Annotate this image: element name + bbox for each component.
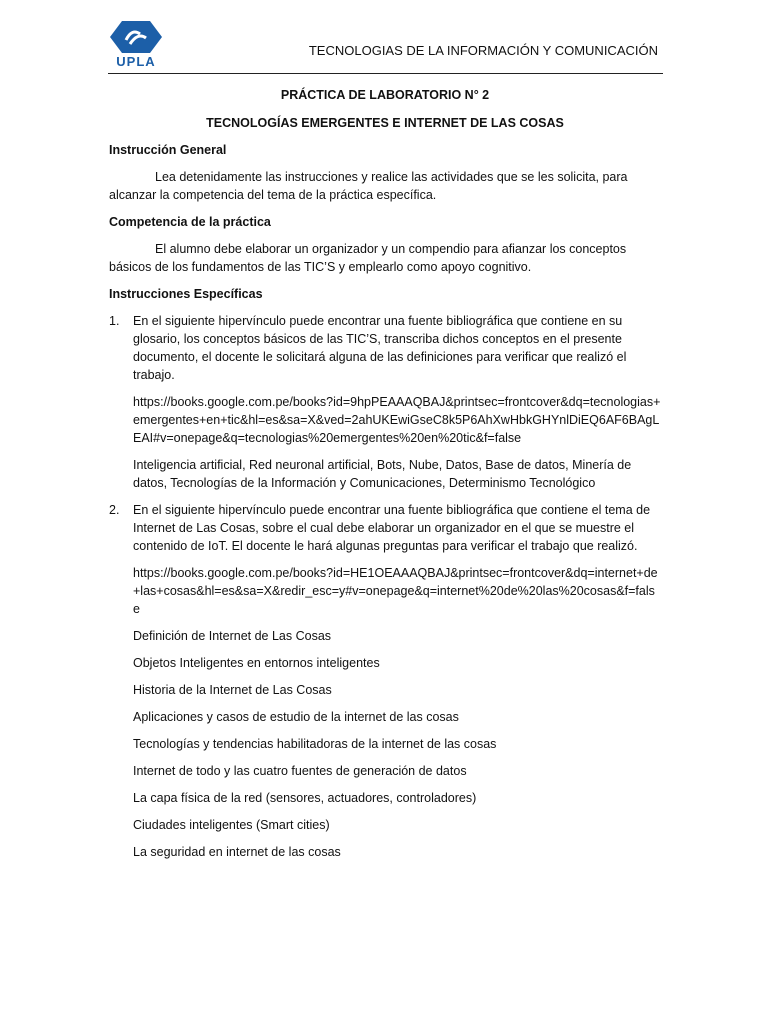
item-number: 1.: [109, 314, 120, 328]
book-link[interactable]: https://books.google.com.pe/books?id=HE1OEAAAQBAJ&printsec=frontcover&dq=internet+de+las+cosas&hl=es&sa=X&redir_esc=y#v=onepage&q=internet%20de%20las%20cosas&f=false: [133, 566, 658, 616]
doc-title: PRÁCTICA DE LABORATORIO N° 2: [280, 88, 490, 102]
upla-logo: [108, 20, 168, 72]
upla-logo-icon: [108, 20, 164, 54]
instructions-list: [109, 312, 661, 861]
item-text: En el siguiente hipervínculo puede encontrar una fuente bibliográfica que contiene el tema de Internet de Las Cosas, sobre el cual debe elaborar un organizador en el que se muestre el contenido de IoT. El docente le hará algunas preguntas para verificar el trabajo que realizó.: [133, 503, 651, 553]
header-divider: [108, 73, 663, 74]
book-link[interactable]: https://books.google.com.pe/books?id=9hpPEAAAQBAJ&printsec=frontcover&dq=tecnologias+emergentes+en+tic&hl=es&sa=X&ved=2ahUKEwiGseC8k5P6AhXwHbkGHYnlDiEQ6AF6BAgLEAI#v=onepage&q=tecnologias%20emergentes%20en%20tic&f=false: [133, 395, 661, 445]
logo-text: UPLA: [116, 54, 156, 69]
instruccion-general-text: Lea detenidamente las instrucciones y realice las actividades que se les solicita, para alcanzar la competencia del tema de la práctica específica.: [109, 170, 628, 202]
page-header: [0, 0, 768, 80]
section-heading-especificas: Instrucciones Específicas: [109, 287, 263, 301]
list-item: [109, 312, 661, 492]
subtopic: Tecnologías y tendencias habilitadoras de la internet de las cosas: [133, 737, 497, 751]
subtopic: Aplicaciones y casos de estudio de la internet de las cosas: [133, 710, 459, 724]
competencia-text: El alumno debe elaborar un organizador y un compendio para afianzar los conceptos básicos de los fundamentos de las TIC’S y emplearlo como apoyo cognitivo.: [109, 242, 627, 274]
topics-list: Inteligencia artificial, Red neuronal artificial, Bots, Nube, Datos, Base de datos, Minería de datos, Tecnologías de la Información y Comunicaciones, Determinismo Tecnológico: [133, 458, 632, 490]
header-title: TECNOLOGIAS DE LA INFORMACIÓN Y COMUNICACIÓN: [308, 43, 658, 58]
item-text: En el siguiente hipervínculo puede encontrar una fuente bibliográfica que contiene en su glosario, los conceptos básicos de las TIC’S, transcriba dichos conceptos en el presente documento, el docente le solicitará alguna de las definiciones para verificar que realizó el trabajo.: [133, 314, 627, 382]
subtopic: Ciudades inteligentes (Smart cities): [133, 818, 330, 832]
section-heading-instruccion-general: Instrucción General: [109, 143, 227, 157]
subtopic: Historia de la Internet de Las Cosas: [133, 683, 332, 697]
doc-subtitle: TECNOLOGÍAS EMERGENTES E INTERNET DE LAS COSAS: [206, 116, 564, 130]
subtopic: La seguridad en internet de las cosas: [133, 845, 341, 859]
subtopic: Objetos Inteligentes en entornos inteligentes: [133, 656, 380, 670]
subtopic: Internet de todo y las cuatro fuentes de generación de datos: [133, 764, 467, 778]
subtopic: Definición de Internet de Las Cosas: [133, 629, 332, 643]
item-number: 2.: [109, 503, 120, 517]
list-item: [109, 501, 661, 861]
subtopic: La capa física de la red (sensores, actuadores, controladores): [133, 791, 477, 805]
section-heading-competencia: Competencia de la práctica: [109, 215, 271, 229]
document-body: [109, 84, 661, 861]
